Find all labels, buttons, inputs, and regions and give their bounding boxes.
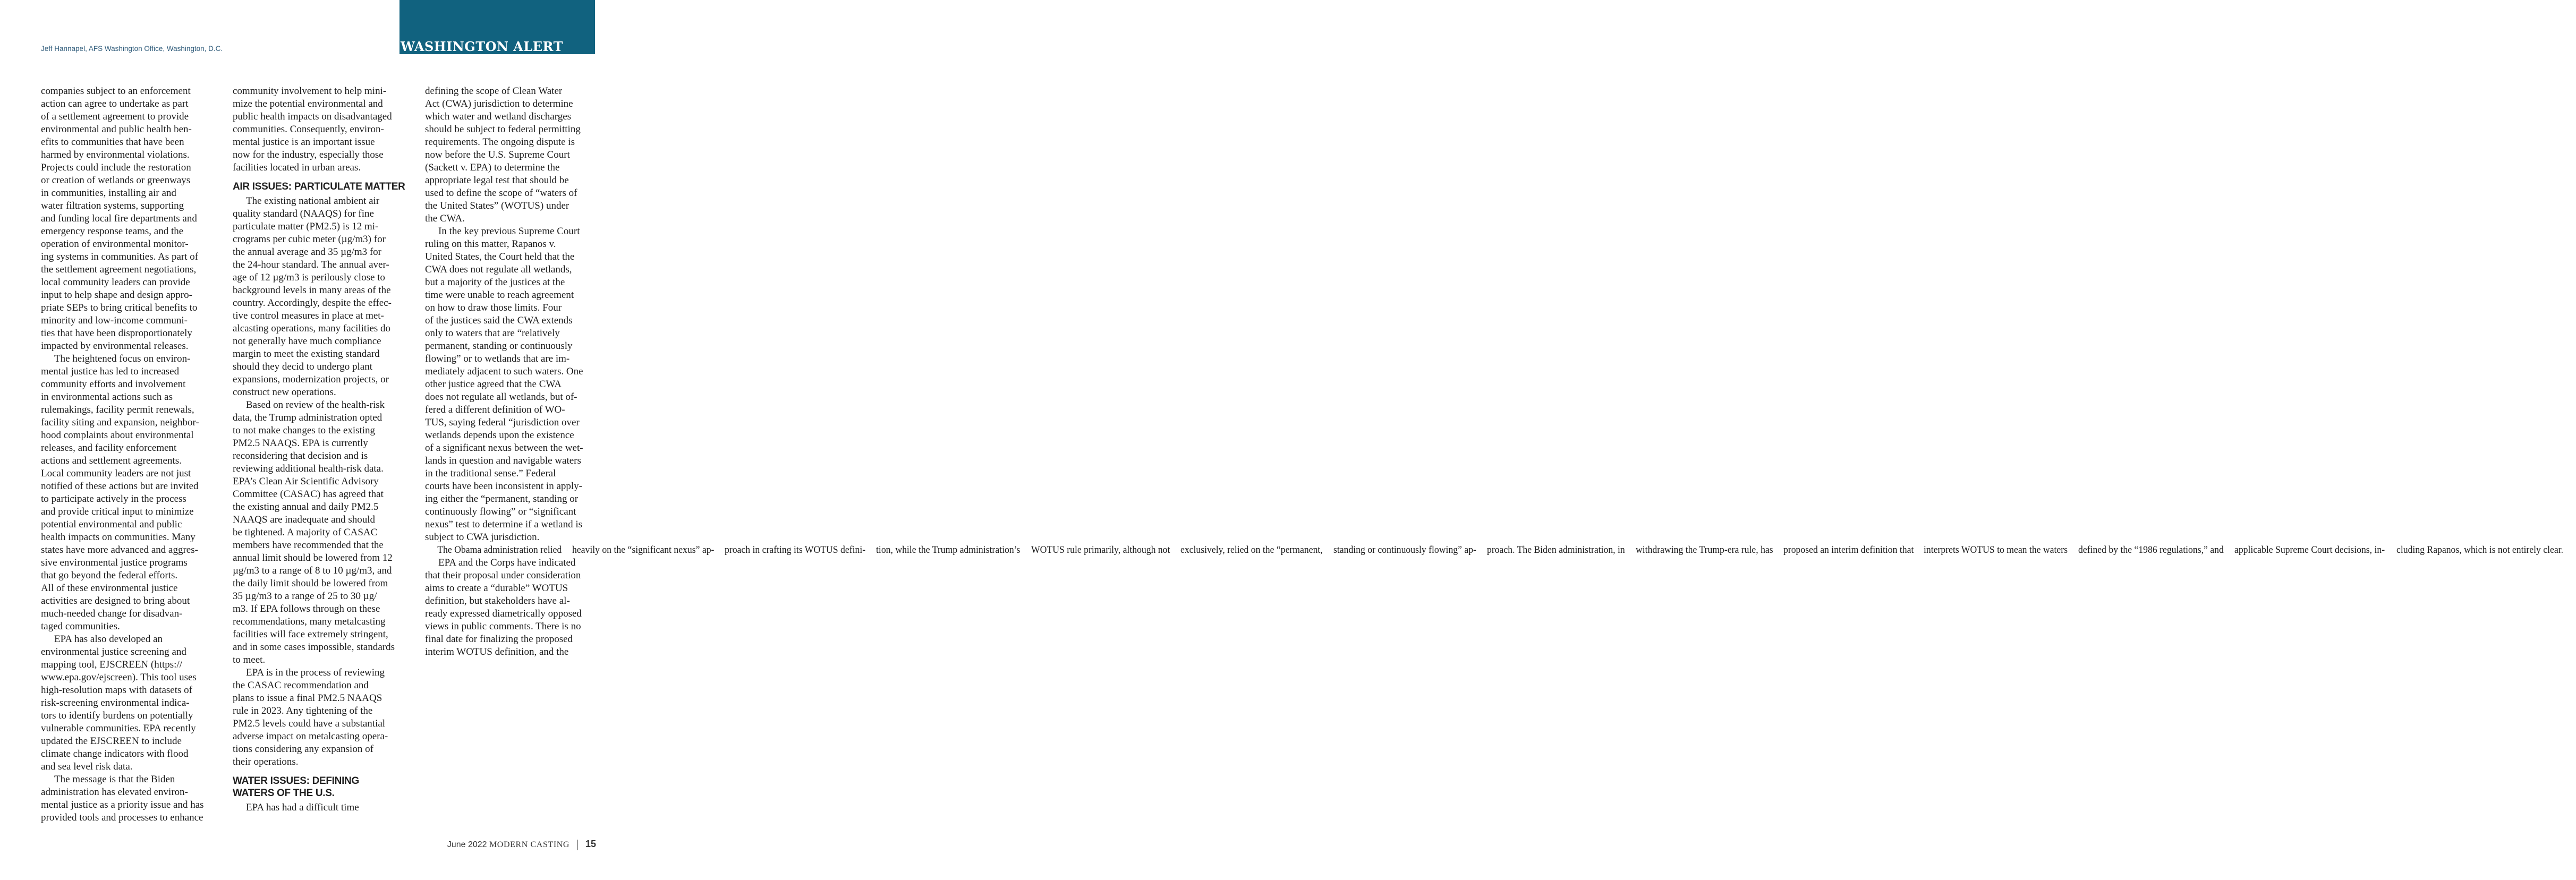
text-line: administration has elevated environ- [41,787,188,798]
text-line: the 24-hour standard. The annual aver- [233,259,389,270]
text-line: definition, but stakeholders have al- [425,595,570,606]
text-line: subject to CWA jurisdiction. [425,532,540,543]
text-line: CWA does not regulate all wetlands, [425,264,572,275]
text-line: public health impacts on disadvantaged [233,111,392,122]
text-line: proach in crafting its WOTUS defini- [725,544,866,556]
text-line: updated the EJSCREEN to include [41,736,182,747]
text-line: NAAQS are inadequate and should [233,514,376,525]
text-line: adverse impact on metalcasting opera- [233,731,388,742]
text-line: courts have been inconsistent in apply- [425,481,583,492]
text-line: water filtration systems, supporting [41,200,184,211]
text-line: PM2.5 NAAQS. EPA is currently [233,438,368,449]
text-line: interim WOTUS definition, and the [425,646,569,657]
text-line: Projects could include the restoration [41,162,191,173]
text-line: nexus” test to determine if a wetland is [425,519,582,530]
text-line: ready expressed diametrically opposed [425,608,582,619]
text-line: ing either the “permanent, standing or [425,493,579,505]
text-line: 35 µg/m3 to a range of 25 to 30 µg/ [233,591,377,602]
text-line: continuously flowing” or “significant [425,506,576,517]
text-line: mediately adjacent to such waters. One [425,366,583,377]
byline: Jeff Hannapel, AFS Washington Office, Washington, D.C. [41,45,223,53]
text-line: only to waters that are “relatively [425,328,560,339]
text-line: should be subject to federal permitting [425,124,581,135]
text-line: action can agree to undertake as part [41,98,189,109]
text-line: recommendations, many metalcasting [233,616,386,627]
text-line: community efforts and involvement [41,379,186,390]
text-line: in environmental actions such as [41,391,173,403]
text-line: that go beyond the federal efforts. [41,570,178,581]
text-line: vulnerable communities. EPA recently [41,723,196,734]
text-line: members have recommended that the [233,540,384,551]
text-line: The existing national ambient air [246,195,380,207]
text-line: actions and settlement agreements. [41,455,182,466]
text-line: country. Accordingly, despite the effec- [233,297,392,309]
text-line: standing or continuously flowing” ap- [1333,544,1477,556]
text-line: high-resolution maps with datasets of [41,685,192,696]
text-line: in the traditional sense.” Federal [425,468,556,479]
text-line: the settlement agreement negotiations, [41,264,197,275]
text-line: applicable Supreme Court decisions, in- [2234,544,2385,556]
text-line: Based on review of the health-risk [246,399,385,411]
text-line: expansions, modernization projects, or [233,374,389,385]
text-line: the existing annual and daily PM2.5 [233,501,379,512]
text-line: plans to issue a final PM2.5 NAAQS [233,693,382,704]
text-line: cluding Rapanos, which is not entirely clear. [2396,544,2564,556]
text-line: withdrawing the Trump-era rule, has [1635,544,1773,556]
text-line: and provide critical input to minimize [41,506,194,517]
page-number: 15 [585,839,596,849]
text-line: proach. The Biden administration, in [1487,544,1626,556]
text-line: µg/m3 to a range of 8 to 10 µg/m3, and [233,565,392,576]
text-line: and sea level risk data. [41,761,133,772]
text-line: community involvement to help mini- [233,86,387,97]
text-line: not generally have much compliance [233,336,381,347]
text-line: climate change indicators with flood [41,748,189,759]
text-line: aims to create a “durable” WOTUS [425,583,568,594]
text-line: ties that have been disproportionately [41,328,192,339]
text-line: EPA’s Clean Air Scientific Advisory [233,476,379,487]
text-line: priate SEPs to bring critical benefits to [41,302,198,313]
text-line: now before the U.S. Supreme Court [425,149,570,160]
section-heading: WATER ISSUES: DEFINING [233,775,359,787]
text-line: quality standard (NAAQS) for fine [233,208,374,219]
text-line: United States, the Court held that the [425,251,575,262]
text-line: of a significant nexus between the wet- [425,442,583,454]
text-line: lands in question and navigable waters [425,455,581,466]
text-line: mental justice as a priority issue and has [41,799,204,810]
text-line: All of these environmental justice [41,583,178,594]
issue-date: June 2022 [447,840,487,849]
text-line: PM2.5 levels could have a substantial [233,718,386,729]
section-heading: AIR ISSUES: PARTICULATE MATTER [233,181,405,192]
text-line: communities. Consequently, environ- [233,124,384,135]
text-line: heavily on the “significant nexus” ap- [572,544,715,556]
text-line: their operations. [233,756,299,767]
text-line: the CWA. [425,213,465,224]
text-line: reconsidering that decision and is [233,450,368,462]
text-line: interprets WOTUS to mean the waters [1923,544,2068,556]
text-line: local community leaders can provide [41,277,190,288]
text-line: of the justices said the CWA extends [425,315,573,326]
text-line: should they decid to undergo plant [233,361,372,372]
text-line: which water and wetland discharges [425,111,572,122]
text-line: impacted by environmental releases. [41,340,189,352]
text-line: efits to communities that have been [41,136,184,148]
text-line: input to help shape and design appro- [41,289,192,301]
text-line: now for the industry, especially those [233,149,384,160]
text-line: EPA and the Corps have indicated [438,557,576,568]
text-line: annual limit should be lowered from 12 [233,552,393,563]
text-line: much-needed change for disadvan- [41,608,183,619]
text-line: environmental and public health ben- [41,124,192,135]
text-line: In the key previous Supreme Court [438,226,580,237]
text-line: to participate actively in the process [41,493,186,505]
text-line: and funding local fire departments and [41,213,197,224]
text-line: defining the scope of Clean Water [425,86,563,97]
footer-divider [577,840,578,850]
text-line: that their proposal under consideration [425,570,581,581]
text-line: WOTUS rule primarily, although not [1031,544,1170,556]
text-line: EPA is in the process of reviewing [246,667,385,678]
text-line: age of 12 µg/m3 is perilously close to [233,272,385,283]
text-line: ruling on this matter, Rapanos v. [425,238,556,250]
text-line: wetlands depends upon the existence [425,430,574,441]
text-line: facilities will face extremely stringent, [233,629,388,640]
text-line: mize the potential environmental and [233,98,383,109]
text-line: taged communities. [41,621,120,632]
text-line: mapping tool, EJSCREEN (https:// [41,659,183,670]
text-line: EPA has also developed an [54,634,163,645]
text-line: www.epa.gov/ejscreen). This tool uses [41,672,197,683]
article-column-3 [425,85,2564,659]
text-line: in communities, installing air and [41,187,176,199]
text-line: provided tools and processes to enhance [41,812,203,823]
text-line: the CASAC recommendation and [233,680,369,691]
text-line: other justice agreed that the CWA [425,379,562,390]
text-line: harmed by environmental violations. [41,149,190,160]
text-line: be tightened. A majority of CASAC [233,527,378,538]
text-line: or creation of wetlands or greenways [41,175,191,186]
text-line: appropriate legal test that should be [425,175,569,186]
text-line: particulate matter (PM2.5) is 12 mi- [233,221,379,232]
text-line: permanent, standing or continuously [425,340,573,352]
text-line: sive environmental justice programs [41,557,188,568]
text-line: companies subject to an enforcement [41,86,191,97]
text-line: tions considering any expansion of [233,744,373,755]
text-line: The message is that the Biden [54,774,175,785]
text-line: defined by the “1986 regulations,” and [2078,544,2224,556]
text-line: flowing” or to wetlands that are im- [425,353,570,364]
text-line: ing systems in communities. As part of [41,251,199,262]
text-line: exclusively, relied on the “permanent, [1180,544,1323,556]
text-line: margin to meet the existing standard [233,348,380,360]
text-line: facilities located in urban areas. [233,162,361,173]
text-line: rulemakings, facility permit renewals, [41,404,194,415]
text-line: facility siting and expansion, neighbor- [41,417,199,428]
text-line: mental justice is an important issue [233,136,375,148]
text-line: but a majority of the justices at the [425,277,565,288]
text-line: alcasting operations, many facilities do [233,323,391,334]
text-line: Act (CWA) jurisdiction to determine [425,98,573,109]
text-line: states have more advanced and aggres- [41,544,198,556]
text-line: (Sackett v. EPA) to determine the [425,162,560,173]
text-line: the annual average and 35 µg/m3 for [233,246,382,258]
text-line: operation of environmental monitor- [41,238,189,250]
text-line: data, the Trump administration opted [233,412,382,423]
article-column-2 [233,85,408,814]
text-line: views in public comments. There is no [425,621,581,632]
text-line: TUS, saying federal “jurisdiction over [425,417,580,428]
section-heading: WATERS OF THE U.S. [233,788,335,799]
text-line: and in some cases impossible, standards [233,642,395,653]
text-line: to not make changes to the existing [233,425,376,436]
text-line: Committee (CASAC) has agreed that [233,489,384,500]
text-line: m3. If EPA follows through on these [233,603,380,614]
text-line: requirements. The ongoing dispute is [425,136,575,148]
text-line: The Obama administration relied [437,544,562,556]
text-line: The heightened focus on environ- [54,353,191,364]
text-line: emergency response teams, and the [41,226,184,237]
text-line: EPA has had a difficult time [246,802,359,813]
text-line: of a settlement agreement to provide [41,111,189,122]
text-line: time were unable to reach agreement [425,289,574,301]
text-line: used to define the scope of “waters of [425,187,577,199]
page-footer [447,839,596,850]
text-line: proposed an interim definition that [1783,544,1914,556]
text-line: minority and low-income communi- [41,315,188,326]
text-line: crograms per cubic meter (µg/m3) for [233,234,386,245]
text-line: final date for finalizing the proposed [425,634,573,645]
article-column-1 [41,85,216,824]
text-line: health impacts on communities. Many [41,532,195,543]
text-line: mental justice has led to increased [41,366,180,377]
text-line: background levels in many areas of the [233,285,391,296]
text-line: reviewing additional health-risk data. [233,463,384,474]
text-line: hood complaints about environmental [41,430,194,441]
text-line: tors to identify burdens on potentially [41,710,193,721]
text-line: releases, and facility enforcement [41,442,177,454]
text-line: notified of these actions but are invited [41,481,199,492]
text-line: construct new operations. [233,387,336,398]
text-line: potential environmental and public [41,519,182,530]
text-line: risk-screening environmental indica- [41,697,190,708]
text-line: tion, while the Trump administration’s [876,544,1021,556]
text-line: fered a different definition of WO- [425,404,565,415]
magazine-name: MODERN CASTING [489,840,570,849]
text-line: activities are designed to bring about [41,595,190,606]
text-line: the daily limit should be lowered from [233,578,388,589]
text-line: environmental justice screening and [41,646,186,657]
text-line: on how to draw those limits. Four [425,302,562,313]
text-line: to meet. [233,654,266,665]
text-line: the United States” (WOTUS) under [425,200,569,211]
text-line: does not regulate all wetlands, but of- [425,391,577,403]
section-title: WASHINGTON ALERT [401,39,563,54]
text-line: Local community leaders are not just [41,468,191,479]
text-line: rule in 2023. Any tightening of the [233,705,373,716]
text-line: tive control measures in place at met- [233,310,384,321]
